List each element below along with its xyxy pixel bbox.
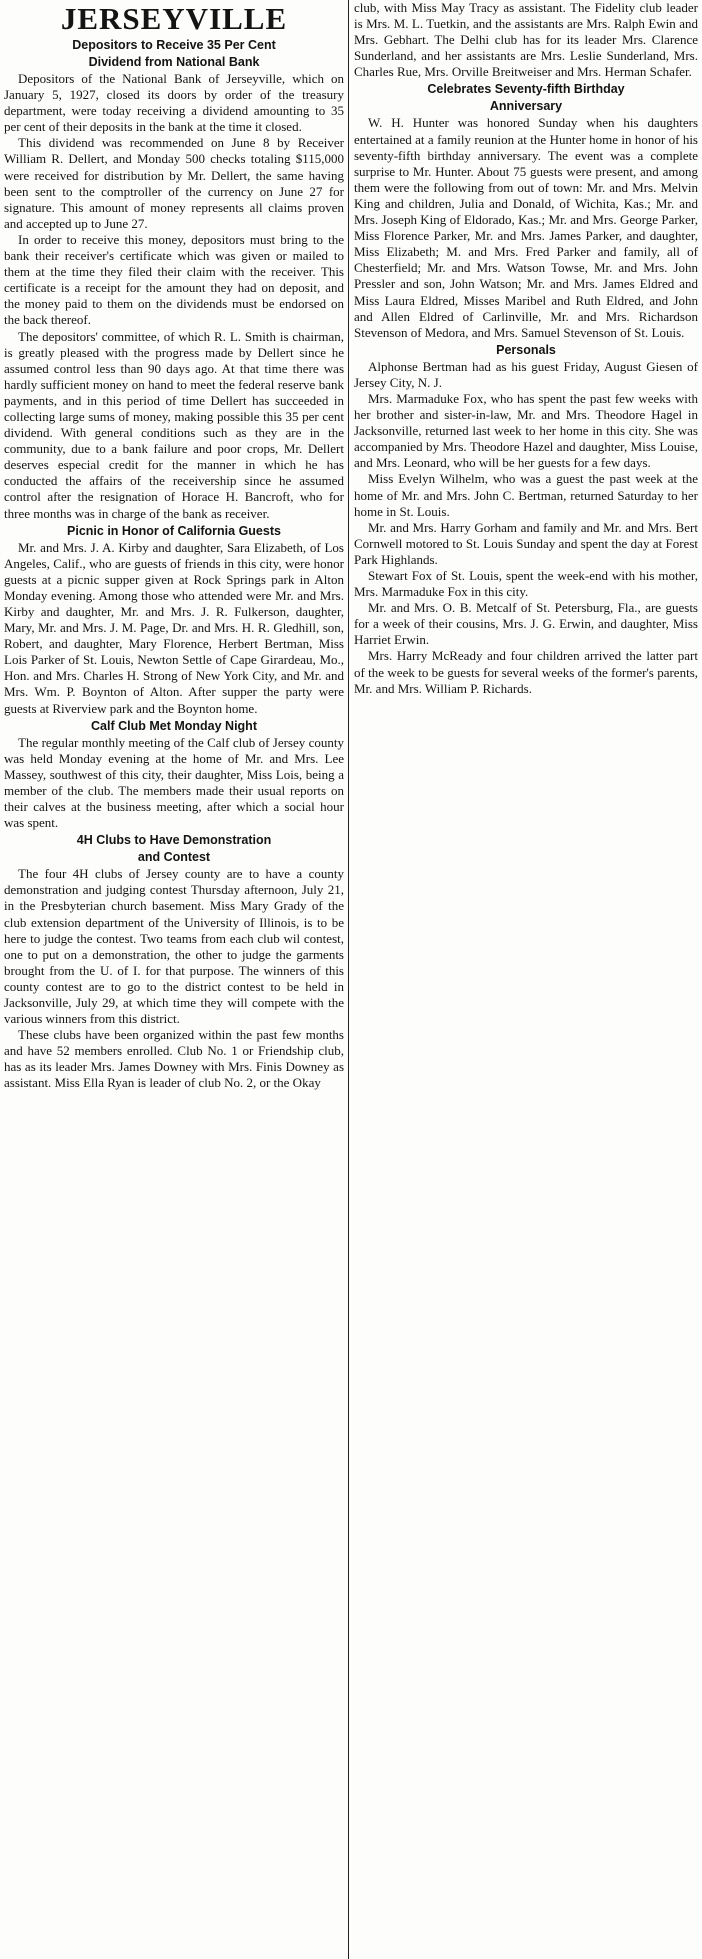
right-column	[354, 0, 698, 697]
personals-paragraph: Mrs. Marmaduke Fox, who has spent the past few weeks with her brother and sister-in-law, Mr. and Mrs. Theodore Hagel in Jacksonville, returned last week to her home in this city. She was accompanied by Mrs. Theodore Hazel and daughter, Miss Louise, and Mrs. Leonard, who will be her guests for a few days.	[354, 390, 698, 471]
four-h-continued-paragraph: club, with Miss May Tracy as assistant. The Fidelity club leader is Mrs. M. L. Tuetkin, and the assistants are Mrs. Ralph Ewin and Mrs. Gebhart. The Delhi club has for its leader Mrs. Clarence Sunderland, and her assistants are Mrs. Leslie Sunderland, Mrs. Charles Rue, Mrs. Orville Breitweiser and Mrs. Herman Schafer.	[354, 0, 698, 80]
dividend-paragraph: The depositors' committee, of which R. L. Smith is chairman, is greatly pleased with the progress made by Dellert since he assumed control less than 90 days ago. At that time there was hardly sufficient money on hand to meet the federal reserve bank payments, and in this period of time Dellert has succeeded in collecting large sums of money, making possible this 35 per cent dividend. With general conditions such as they are in the community, due to a bank failure and poor crops, Mr. Dellert deserves especial credit for the manner in which he has conducted the affairs of the receivership since he assumed control after the resignation of Horace H. Bancroft, who for three months was in charge of the bank as receiver.	[4, 328, 344, 521]
left-column	[4, 0, 344, 1092]
four-h-article	[4, 833, 344, 1091]
picnic-headline: Picnic in Honor of California Guests	[67, 523, 281, 538]
dividend-headline-1: Depositors to Receive 35 Per Cent	[72, 38, 276, 52]
picnic-article	[4, 524, 344, 717]
calf-club-headline: Calf Club Met Monday Night	[91, 718, 257, 733]
personals-paragraph: Mr. and Mrs. O. B. Metcalf of St. Petersburg, Fla., are guests for a week of their cousins, Mrs. J. G. Erwin, and daughter, Miss Harriet Erwin.	[354, 600, 698, 648]
calf-club-paragraph: The regular monthly meeting of the Calf club of Jersey county was held Monday evening at the home of Mr. and Mrs. Lee Massey, southwest of this city, their daughter, Miss Lois, being a member of the club. The members made their usual reports on their calves at the business meeting, after which a social hour was spent.	[4, 734, 344, 831]
personals-section	[354, 343, 698, 697]
personals-paragraph: Mr. and Mrs. Harry Gorham and family and Mr. and Mrs. Bert Cornwell motored to St. Louis Sunday and spent the day at Forest Park Highlands.	[354, 519, 698, 567]
birthday-article	[354, 82, 698, 340]
personals-headline: Personals	[496, 342, 556, 357]
four-h-headline-2: and Contest	[137, 850, 211, 865]
personals-paragraph: Mrs. Harry McReady and four children arrived the latter part of the week to be guests for several weeks of the former's parents, Mr. and Mrs. William P. Richards.	[354, 648, 698, 696]
dividend-headline-2: Dividend from National Bank	[88, 55, 260, 69]
personals-paragraph: Stewart Fox of St. Louis, spent the week-end with his mother, Mrs. Marmaduke Fox in this city.	[354, 568, 698, 600]
personals-paragraph: Miss Evelyn Wilhelm, who was a guest the past week at the home of Mr. and Mrs. John C. Bertman, returned Saturday to her home in St. Louis.	[354, 471, 698, 519]
personals-paragraph: Alphonse Bertman had as his guest Friday, August Giesen of Jersey City, N. J.	[354, 358, 698, 390]
birthday-headline-2: Anniversary	[489, 99, 563, 114]
four-h-paragraph: These clubs have been organized within the past few months and have 52 members enrolled. Club No. 1 or Friendship club, has as its leader Mrs. James Downey with Mrs. Finis Downey as assistant. Miss Ella Ryan is leader of club No. 2, or the Okay	[4, 1027, 344, 1091]
four-h-paragraph: The four 4H clubs of Jersey county are to have a county demonstration and judging contest Thursday afternoon, July 21, in the Presbyterian church basement. Miss Mary Grady of the club extension department of the University of Illinois, is to be here to judge the contest. Two teams from each club wil contest, one to put on a demonstration, the other to judge the garments brought from the U. of I. for that purpose. The winners of this county contest are to go to the district contest to be held in Jacksonville, July 29, at which time they will compete with the various winners from this district.	[4, 866, 344, 1027]
dividend-paragraph: In order to receive this money, depositors must bring to the bank their receiver's certificate which was given or mailed to them at the time they filed their claim with the receiver. This certificate is a receipt for the amount they had on deposit, and the money paid to them on the dividends must be endorsed on the back thereof.	[4, 231, 344, 328]
dividend-paragraph: This dividend was recommended on June 8 by Receiver William R. Dellert, and Monday 500 checks totaling $115,000 were received for distribution by Mr. Dellert, the same having been sent to the comptroller of the currency on June 27 for signature. This amount of money represents all claims proven and accepted up to June 27.	[4, 135, 344, 231]
dividend-article	[4, 38, 344, 522]
dividend-paragraph: Depositors of the National Bank of Jerseyville, which on January 5, 1927, closed its doors by order of the treasury department, were today receiving a dividend amounting to 35 per cent of their deposits in the bank at the time it closed.	[4, 71, 344, 135]
picnic-paragraph: Mr. and Mrs. J. A. Kirby and daughter, Sara Elizabeth, of Los Angeles, Calif., who are guests of friends in this city, were honor guests at a picnic supper given at Rock Springs park in Alton Monday evening. Among those who attended were Mr. and Mrs. Kirby and daughter, Mr. and Mrs. J. R. Fulkerson, daughter, Mary, Mr. and Mrs. J. M. Page, Dr. and Mrs. H. R. Gledhill, son, Robert, and daughter, Mary Florence, Herbert Bertman, Miss Lois Parker of St. Louis, Newton Settle of Cape Girardeau, Mo., Hon. and Mrs. Charles H. Strong of New York City, and Mr. and Mrs. Wm. P. Boynton of Alton. After supper the party were guests at Riverview park and the Boynton home.	[4, 539, 344, 716]
birthday-headline-1: Celebrates Seventy-fifth Birthday	[427, 82, 625, 97]
four-h-headline-1: 4H Clubs to Have Demonstration	[76, 833, 272, 848]
birthday-paragraph: W. H. Hunter was honored Sunday when his daughters entertained at a family reunion at the Hunter home in honor of his seventy-fifth birthday anniversary. The event was a complete surprise to Mr. Hunter. About 75 guests were present, and among them were the following from out of town: Mr. and Mrs. Melvin King and children, Julia and Donald, of Wichita, Kas.; Mr. and Mrs. Joseph King of Eldorado, Kas.; Mr. and Mrs. George Parker, Miss Florence Parker, Mr. and Mrs. James Parker, and daughter, Miss Elizabeth; M. and Mrs. Fred Parker and family, all of Chesterfield; Mr. and Mrs. Watson Towse, Mr. and Mrs. John Pressler and son, John Watson; Mr. and Mrs. James Eldred and Miss Laura Eldred, Misses Maribel and Ruth Eldred, and John and Allen Eldred of Carlinville, Mr. and Mrs. Richardson Stevenson of Medora, and Mrs. Samuel Stevenson of St. Louis.	[354, 115, 698, 340]
column-rule	[348, 0, 349, 1959]
masthead: JERSEYVILLE	[60, 1, 288, 36]
calf-club-article	[4, 719, 344, 832]
